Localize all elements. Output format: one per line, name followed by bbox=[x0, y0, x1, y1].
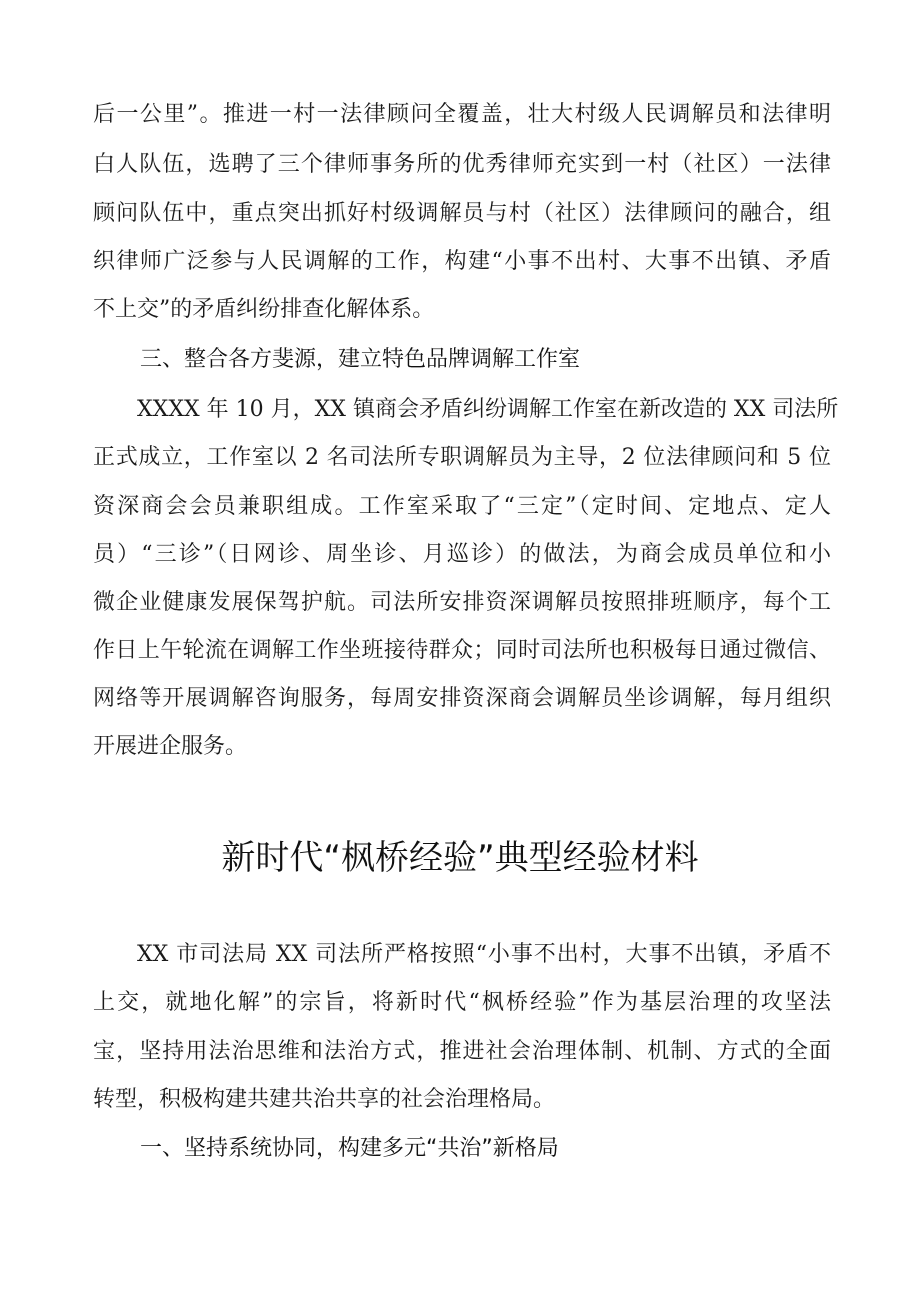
paragraph-line: 网络等开展调解咨询服务，每周安排资深商会调解员坐诊调解，每月组织 bbox=[93, 686, 831, 711]
paragraph-line: 开展进企服务。 bbox=[93, 734, 248, 759]
paragraph-line: 上交，就地化解”的宗旨，将新时代“枫桥经验”作为基层治理的攻坚法 bbox=[93, 990, 831, 1015]
paragraph-line: 作日上午轮流在调解工作坐班接待群众；同时司法所也积极每日通过微信、 bbox=[93, 638, 831, 663]
paragraph-line: XXXX 年 10 月，XX 镇商会矛盾纠纷调解工作室在新改造的 XX 司法所 bbox=[137, 397, 839, 422]
section-heading: 三、整合各方斐源，建立特色品牌调解工作室 bbox=[140, 347, 581, 372]
paragraph-line: 正式成立，工作室以 2 名司法所专职调解员为主导，2 位法律顾问和 5 位 bbox=[93, 445, 831, 470]
section-heading: 一、坚持系统协同，构建多元“共治”新格局 bbox=[140, 1136, 559, 1161]
paragraph-line: 员）“三诊”（日网诊、周坐诊、月巡诊）的做法，为商会成员单位和小 bbox=[93, 542, 831, 567]
paragraph-line: 资深商会会员兼职组成。工作室采取了“三定”（定时间、定地点、定人 bbox=[93, 494, 831, 519]
document-title: 新时代“枫桥经验”典型经验材料 bbox=[221, 838, 699, 878]
paragraph-line: 后一公里”。推进一村一法律顾问全覆盖，壮大村级人民调解员和法律明 bbox=[93, 102, 831, 127]
paragraph-line: 白人队伍，选聘了三个律师事务所的优秀律师充实到一村（社区）一法律 bbox=[93, 152, 831, 177]
paragraph-line: XX 市司法局 XX 司法所严格按照“小事不出村，大事不出镇，矛盾不 bbox=[137, 942, 831, 967]
paragraph-line: 宝，坚持用法治思维和法治方式，推进社会治理体制、机制、方式的全面 bbox=[93, 1039, 831, 1064]
paragraph-line: 转型，积极构建共建共治共享的社会治理格局。 bbox=[93, 1087, 556, 1112]
paragraph-line: 顾问队伍中，重点突出抓好村级调解员与村（社区）法律顾问的融合，组 bbox=[93, 201, 831, 226]
paragraph-line: 微企业健康发展保驾护航。司法所安排资深调解员按照排班顺序，每个工 bbox=[93, 590, 831, 615]
paragraph-line: 织律师广泛参与人民调解的工作，构建“小事不出村、大事不出镇、矛盾 bbox=[93, 249, 831, 274]
paragraph-line: 不上交”的矛盾纠纷排查化解体系。 bbox=[93, 297, 435, 322]
